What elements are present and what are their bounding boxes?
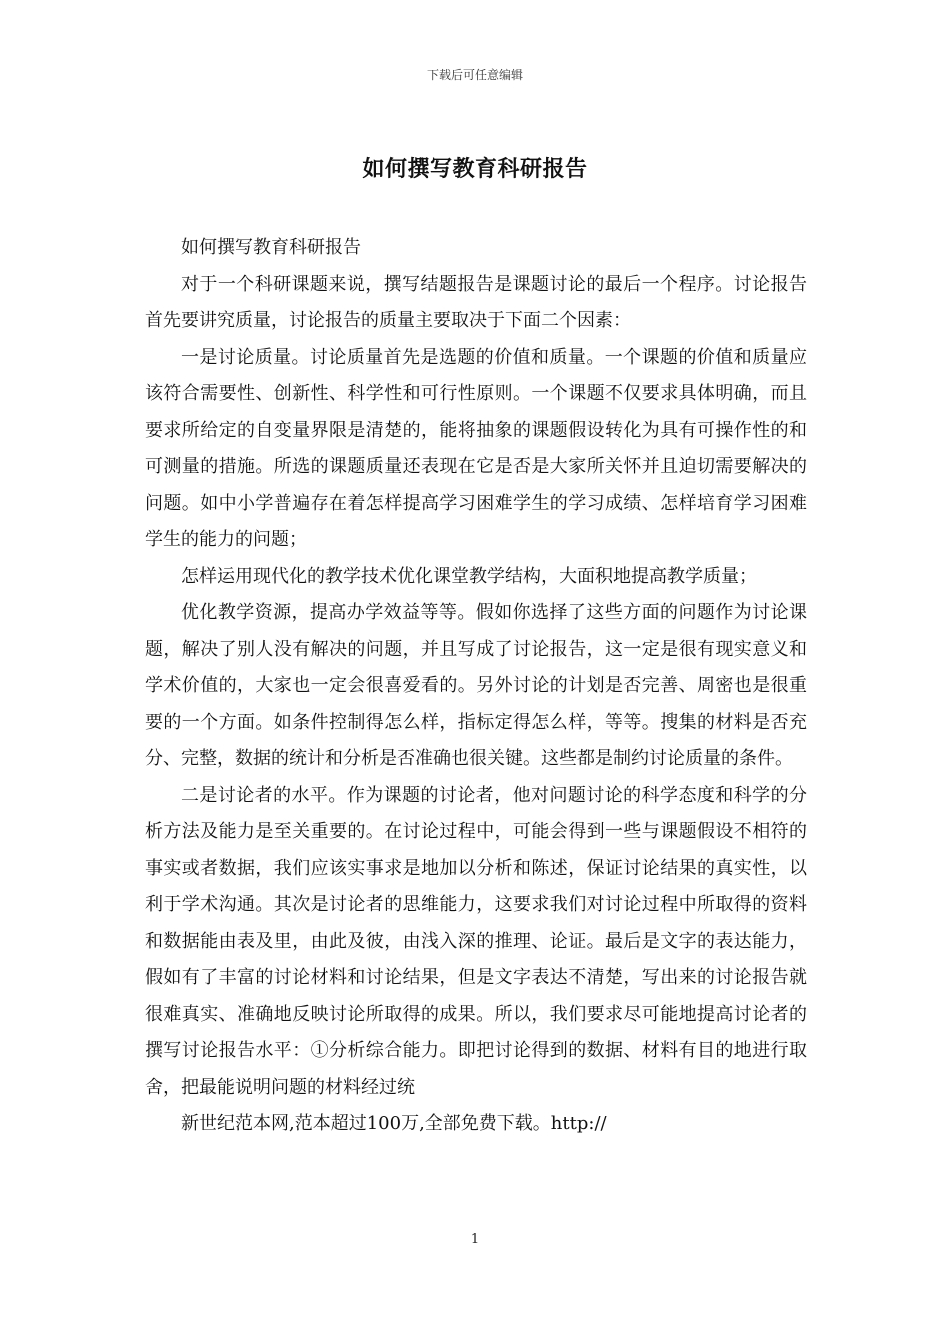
document-title: 如何撰写教育科研报告 <box>362 156 588 182</box>
paragraph-teaching-tech: 怎样运用现代化的教学技术优化课堂教学结构，大面积地提高教学质量； <box>181 565 757 587</box>
paragraph-site-note: 新世纪范本网,范本超过100万,全部免费下载。http:// <box>181 1113 607 1134</box>
paragraph-researcher-level: 二是讨论者的水平。作为课题的讨论者，他对问题讨论的科学态度和科学的分析方法及能力是至关重要的。在讨论过程中，可能会得到一些与课题假设不相符的事实或者数据，我们应该实事求是地加以分析和陈述，保证讨论结果的真实性，以利于学术沟通。其次是讨论者的思维能力，这要求我们对讨论过程中所取得的资料和数据能由表及里，由此及彼，由浅入深的推理、论证。最后是文字的表达能力，假如有了丰富的讨论材料和讨论结果，但是文字表达不清楚，写出来的讨论报告就很难真实、准确地反映讨论所取得的成果。所以，我们要求尽可能地提高讨论者的撰写讨论报告水平：①分析综合能力。即把讨论得到的数据、材料有目的地进行取舍，把最能说明问题的材料经过统 <box>145 784 807 1098</box>
paragraph-resources: 优化教学资源，提高办学效益等等。假如你选择了这些方面的问题作为讨论课题，解决了别人没有解决的问题，并且写成了讨论报告，这一定是很有现实意义和学术价值的，大家也一定会很喜爱看的。另外讨论的计划是否完善、周密也是很重要的一个方面。如条件控制得怎么样，指标定得怎么样，等等。搜集的材料是否充分、完整，数据的统计和分析是否准确也很关键。这些都是制约讨论质量的条件。 <box>145 602 807 769</box>
page-number: 1 <box>470 1232 480 1247</box>
paragraph-subtitle: 如何撰写教育科研报告 <box>181 237 361 258</box>
paragraph-research-quality: 一是讨论质量。讨论质量首先是选题的价值和质量。一个课题的价值和质量应该符合需要性、创新性、科学性和可行性原则。一个课题不仅要求具体明确，而且要求所给定的自变量界限是清楚的，能将抽象的课题假设转化为具有可操作性的和可测量的措施。所选的课题质量还表现在它是否是大家所关怀并且迫切需要解决的问题。如中小学普遍存在着怎样提高学习困难学生的学习成绩、怎样培育学习困难学生的能力的问题； <box>145 346 807 550</box>
header-note: 下载后可任意编辑 <box>426 68 523 82</box>
paragraph-intro: 对于一个科研课题来说，撰写结题报告是课题讨论的最后一个程序。讨论报告首先要讲究质量，讨论报告的质量主要取决于下面二个因素： <box>145 273 807 331</box>
document-body <box>145 230 807 1143</box>
